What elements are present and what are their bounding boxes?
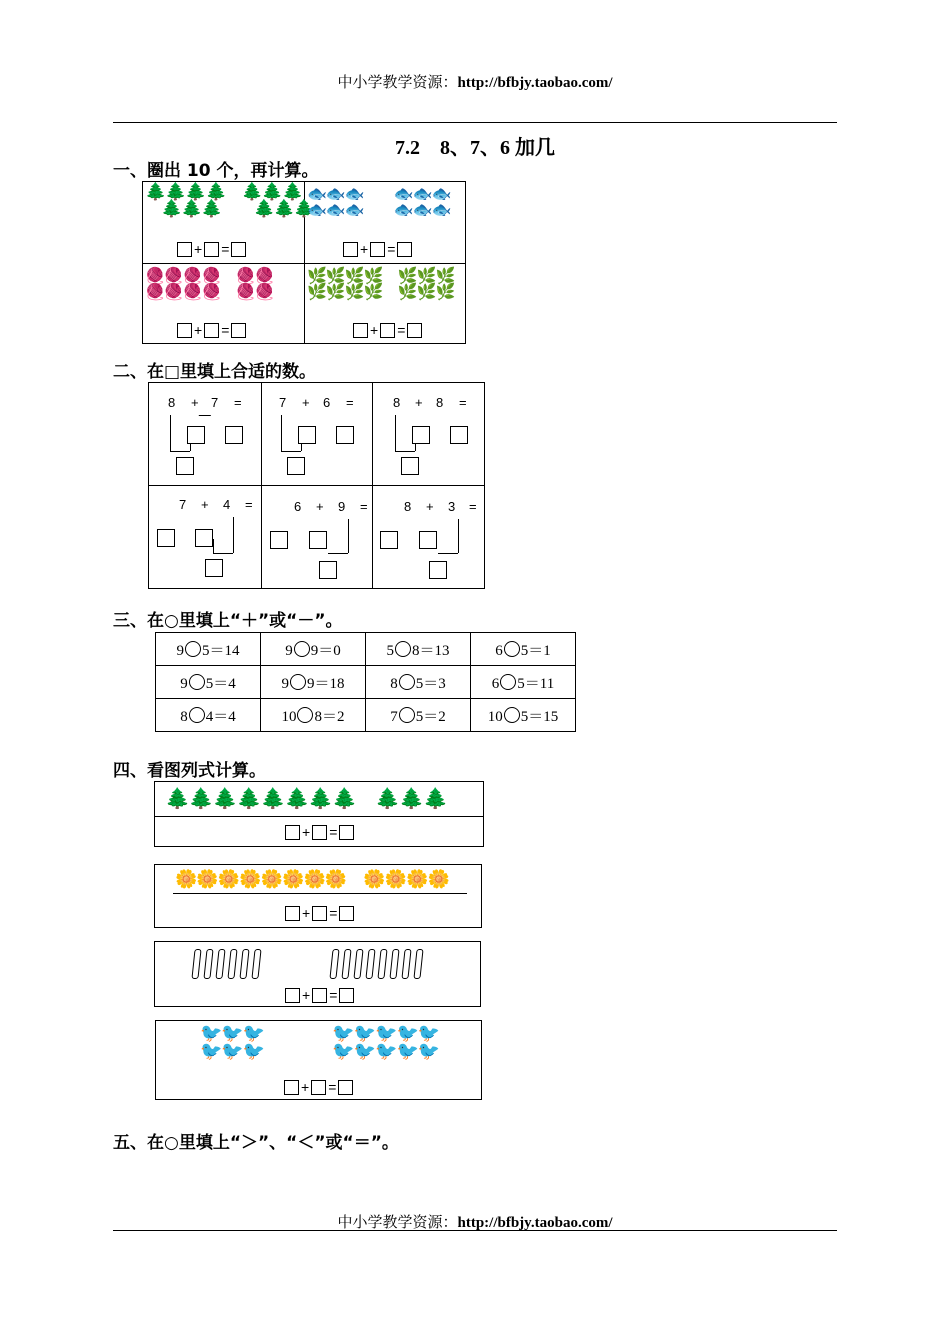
yarn-ball-icon-group: 🧶🧶🧶🧶 🧶🧶 🧶🧶🧶🧶 🧶🧶 — [145, 266, 274, 301]
answer-box[interactable] — [284, 1080, 299, 1095]
answer-box[interactable] — [419, 531, 437, 549]
answer-box[interactable] — [298, 426, 316, 444]
answer-box[interactable] — [339, 906, 354, 921]
footer-text: 中小学教学资源： — [337, 1213, 458, 1231]
answer-box[interactable] — [312, 988, 327, 1003]
equation-row: + = — [177, 322, 246, 338]
equation-row: + = — [285, 905, 354, 921]
operator-circle[interactable] — [395, 641, 411, 657]
operator-cell: 6 5＝11 — [471, 666, 576, 699]
answer-box[interactable] — [285, 906, 300, 921]
operator-circle[interactable] — [399, 674, 415, 690]
operator-circle[interactable] — [189, 674, 205, 690]
stick-group-left — [193, 949, 260, 979]
equation-row: + = — [284, 1079, 353, 1095]
section-2-heading: 二、在□里填上合适的数。 — [113, 362, 317, 382]
operator-cell: 5 8＝13 — [366, 633, 471, 666]
answer-box[interactable] — [270, 531, 288, 549]
answer-box[interactable] — [339, 988, 354, 1003]
picture-box-trees — [154, 781, 484, 847]
answer-box[interactable] — [285, 988, 300, 1003]
answer-box[interactable] — [204, 242, 219, 257]
equation-row: + = — [285, 824, 354, 840]
operator-table — [155, 632, 576, 732]
operator-circle[interactable] — [399, 707, 415, 723]
answer-box[interactable] — [343, 242, 358, 257]
operator-circle[interactable] — [500, 674, 516, 690]
header-url[interactable]: http://bfbjy.taobao.com/ — [457, 75, 613, 91]
operator-circle[interactable] — [189, 707, 205, 723]
operator-cell: 6 5＝1 — [471, 633, 576, 666]
fish-icon-group: 🐟🐟🐟 🐟🐟🐟 🐟🐟🐟 🐟🐟🐟 — [307, 184, 451, 219]
answer-box[interactable] — [397, 242, 412, 257]
answer-box[interactable] — [157, 529, 175, 547]
answer-box[interactable] — [225, 426, 243, 444]
answer-box[interactable] — [450, 426, 468, 444]
section-1-grid — [142, 181, 466, 344]
operator-circle[interactable] — [294, 641, 310, 657]
footer-url[interactable]: http://bfbjy.taobao.com/ — [457, 1215, 613, 1231]
footer-rule — [113, 1230, 837, 1231]
answer-box[interactable] — [231, 323, 246, 338]
equation-row: + = — [177, 241, 246, 257]
answer-box[interactable] — [353, 323, 368, 338]
section-5-heading: 五、在○里填上“＞”、“＜”或“＝”。 — [113, 1133, 399, 1153]
operator-cell: 9 9＝18 — [261, 666, 366, 699]
answer-box[interactable] — [429, 561, 447, 579]
operator-circle[interactable] — [504, 707, 520, 723]
answer-box[interactable] — [287, 457, 305, 475]
bird-icon-group: 🐦🐦🐦 🐦🐦🐦🐦🐦 🐦🐦🐦 🐦🐦🐦🐦🐦 — [200, 1023, 440, 1062]
section-1-heading: 一、圈出 10 个，再计算。 — [113, 161, 319, 181]
stick-group-right — [331, 949, 422, 979]
answer-box[interactable] — [312, 825, 327, 840]
operator-circle[interactable] — [504, 641, 520, 657]
tree-icon-group: 🌲🌲🌲🌲 🌲🌲🌲 🌲🌲🌲 🌲🌲🌲 — [145, 182, 315, 219]
operator-cell: 10 5＝15 — [471, 699, 576, 732]
table-row — [156, 699, 576, 732]
answer-box[interactable] — [412, 426, 430, 444]
operator-circle[interactable] — [185, 641, 201, 657]
equation-row: + = — [285, 987, 354, 1003]
header-rule — [113, 122, 837, 123]
equation-row: + = — [343, 241, 412, 257]
answer-box[interactable] — [195, 529, 213, 547]
operator-cell: 8 5＝3 — [366, 666, 471, 699]
answer-box[interactable] — [309, 531, 327, 549]
operator-cell: 9 9＝0 — [261, 633, 366, 666]
answer-box[interactable] — [204, 323, 219, 338]
answer-box[interactable] — [338, 1080, 353, 1095]
answer-box[interactable] — [370, 242, 385, 257]
answer-box[interactable] — [311, 1080, 326, 1095]
operator-cell: 7 5＝2 — [366, 699, 471, 732]
table-row — [156, 633, 576, 666]
page-title: 7.2 8、7、6 加几 — [395, 137, 555, 159]
picture-box-birds — [155, 1020, 482, 1100]
answer-box[interactable] — [312, 906, 327, 921]
answer-box[interactable] — [187, 426, 205, 444]
answer-box[interactable] — [231, 242, 246, 257]
equation-row: + = — [353, 322, 422, 338]
answer-box[interactable] — [176, 457, 194, 475]
operator-circle[interactable] — [290, 674, 306, 690]
operator-cell: 9 5＝4 — [156, 666, 261, 699]
section-2-grid: 8 + 7 = 7 + 6 = 8 + 8 = 7 + 4 = 6 + 9 = 8 + 3 = — [148, 382, 485, 589]
page-header — [0, 71, 950, 92]
answer-box[interactable] — [339, 825, 354, 840]
tree-icon-group: 🌲🌲🌲🌲🌲🌲🌲🌲 🌲🌲🌲 — [165, 786, 447, 810]
answer-box[interactable] — [319, 561, 337, 579]
picture-box-sticks — [154, 941, 481, 1007]
operator-cell: 9 5＝14 — [156, 633, 261, 666]
answer-box[interactable] — [205, 559, 223, 577]
page-footer — [0, 1211, 950, 1232]
header-text: 中小学教学资源： — [337, 73, 458, 91]
flower-icon-group: 🌼🌼🌼🌼🌼🌼🌼🌼 🌼🌼🌼🌼 — [175, 869, 449, 890]
operator-cell: 8 4＝4 — [156, 699, 261, 732]
section-3-heading: 三、在○里填上“＋”或“－”。 — [113, 611, 343, 631]
answer-box[interactable] — [336, 426, 354, 444]
answer-box[interactable] — [407, 323, 422, 338]
picture-box-flowers — [154, 864, 482, 928]
plant-icon-group: 🌿🌿🌿🌿 🌿🌿🌿 🌿🌿🌿🌿 🌿🌿🌿 — [307, 266, 455, 301]
section-4-heading: 四、看图列式计算。 — [113, 761, 266, 781]
answer-box[interactable] — [177, 242, 192, 257]
answer-box[interactable] — [285, 825, 300, 840]
operator-cell: 10 8＝2 — [261, 699, 366, 732]
operator-circle[interactable] — [297, 707, 313, 723]
table-row — [156, 666, 576, 699]
answer-box[interactable] — [380, 531, 398, 549]
answer-box[interactable] — [380, 323, 395, 338]
answer-box[interactable] — [177, 323, 192, 338]
answer-box[interactable] — [401, 457, 419, 475]
